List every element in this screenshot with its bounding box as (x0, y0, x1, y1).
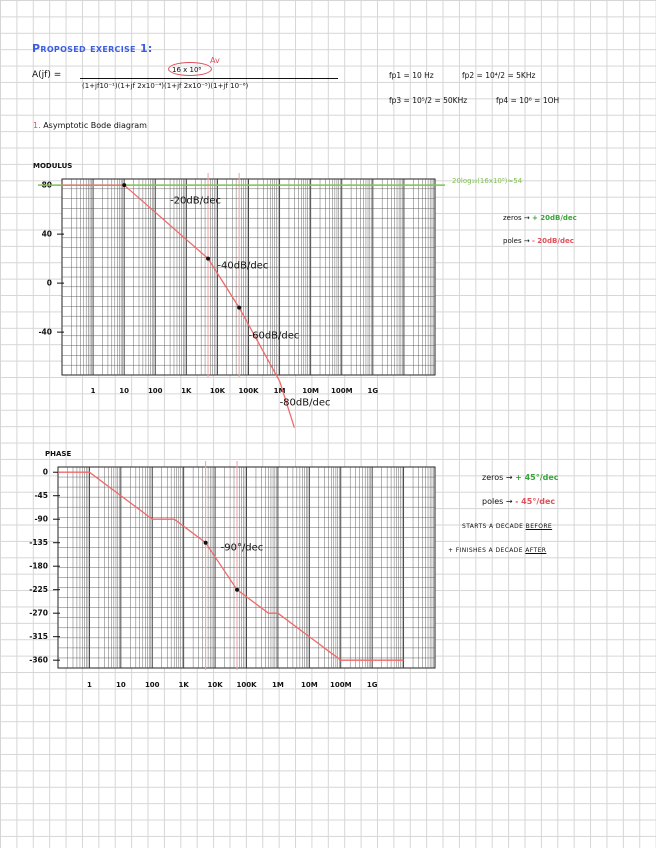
fp4-label: fp4 = 10⁶ = 1OH (496, 96, 560, 105)
phase-ytick-label: 0 (42, 467, 48, 477)
modulus-xtick-label: 1M (273, 387, 286, 395)
formula-numerator: 16 x 10⁸ (172, 66, 202, 74)
modulus-xtick-label: 10M (302, 387, 320, 395)
exercise-title: Proposed exercise 1: (32, 42, 153, 55)
phase-data-point (204, 541, 208, 545)
modulus-xtick-label: 10K (209, 387, 226, 395)
phase-xtick-label: 1G (366, 681, 378, 689)
phase-xtick-label: 100M (329, 681, 352, 689)
modulus-xtick-label: 10 (119, 387, 130, 395)
modulus-ytick-label: 80 (41, 180, 52, 190)
fp3-label: fp3 = 10⁵/2 = 50KHz (389, 96, 468, 105)
phase-xtick-label: 10K (207, 681, 223, 689)
modulus-data-point (237, 306, 241, 310)
modulus-xtick-label: 1 (90, 387, 96, 395)
phase-ytick-label: -45 (34, 491, 48, 501)
note-before-text: STARTS A DECADE (462, 523, 524, 530)
note-after-word: AFTER (525, 547, 547, 554)
phase-plot-area (53, 467, 435, 668)
phase-legend-zeros-value: + 45°/dec (515, 473, 559, 482)
phase-ytick-label: -315 (29, 632, 48, 642)
phase-ytick-label: -225 (29, 585, 48, 595)
phase-slope-annotation: -90°/dec (220, 542, 264, 554)
legend-poles-label: poles → (503, 237, 530, 245)
fp2-label: fp2 = 10⁴/2 = 5KHz (462, 71, 536, 80)
modulus-title: MODULUS (33, 162, 73, 170)
phase-legend-zeros-label: zeros → (482, 473, 513, 482)
modulus-slope-annotation: -40dB/dec (217, 260, 269, 272)
modulus-xtick-label: 100M (330, 387, 353, 395)
modulus-data-point (122, 183, 126, 187)
modulus-slope-annotation: -20dB/dec (170, 195, 222, 207)
modulus-slope-annotation: -60dB/dec (248, 330, 300, 342)
phase-title: PHASE (45, 450, 72, 458)
section-title: Asymptotic Bode diagram (43, 121, 147, 130)
phase-legend-poles-value: - 45°/dec (515, 497, 556, 506)
legend-zeros-value: + 20dB/dec (531, 214, 577, 222)
modulus-ytick-label: 0 (46, 278, 52, 288)
fp1-label: fp1 = 10 Hz (389, 71, 434, 80)
formula-lhs: A(jf) = (32, 70, 62, 80)
modulus-xtick-label: 1G (367, 387, 379, 395)
phase-ytick-label: -270 (29, 608, 48, 618)
note-before-word: BEFORE (525, 523, 553, 530)
modulus-xtick-label: 100K (238, 387, 259, 395)
section-number: 1. (33, 121, 41, 130)
modulus-reference-label: 20log₁₀(16x10⁸)≈54 (452, 177, 523, 186)
modulus-xtick-label: 1K (181, 387, 192, 395)
modulus-slope-annotation: -80dB/dec (279, 397, 331, 409)
formula-av-label: Av (210, 56, 220, 65)
modulus-data-point (206, 257, 210, 261)
phase-xtick-label: 10 (115, 681, 126, 689)
phase-xtick-label: 1M (271, 681, 284, 689)
phase-xtick-label: 1K (178, 681, 189, 689)
phase-ytick-label: -90 (34, 514, 48, 524)
modulus-ytick-label: -40 (38, 327, 52, 337)
phase-xtick-label: 100 (144, 681, 160, 689)
phase-ytick-label: -135 (29, 538, 48, 548)
formula-denominator: (1+jf10⁻¹)(1+jf 2x10⁻⁴)(1+jf 2x10⁻⁵)(1+jf 10⁻⁶) (82, 82, 249, 90)
phase-data-point (235, 588, 239, 592)
modulus-plot-area (57, 179, 435, 375)
note-after-text: + FINISHES A DECADE (448, 547, 523, 554)
phase-ytick-label: -180 (29, 561, 48, 571)
modulus-xtick-label: 100 (147, 387, 163, 395)
legend-zeros-label: zeros → (503, 214, 530, 222)
phase-legend-poles-label: poles → (482, 497, 513, 506)
phase-xtick-label: 1 (86, 681, 92, 689)
modulus-ytick-label: 40 (41, 229, 52, 239)
legend-poles-value: - 20dB/dec (531, 237, 574, 245)
phase-ytick-label: -360 (29, 655, 48, 665)
phase-xtick-label: 10M (300, 681, 318, 689)
phase-xtick-label: 100K (236, 681, 257, 689)
